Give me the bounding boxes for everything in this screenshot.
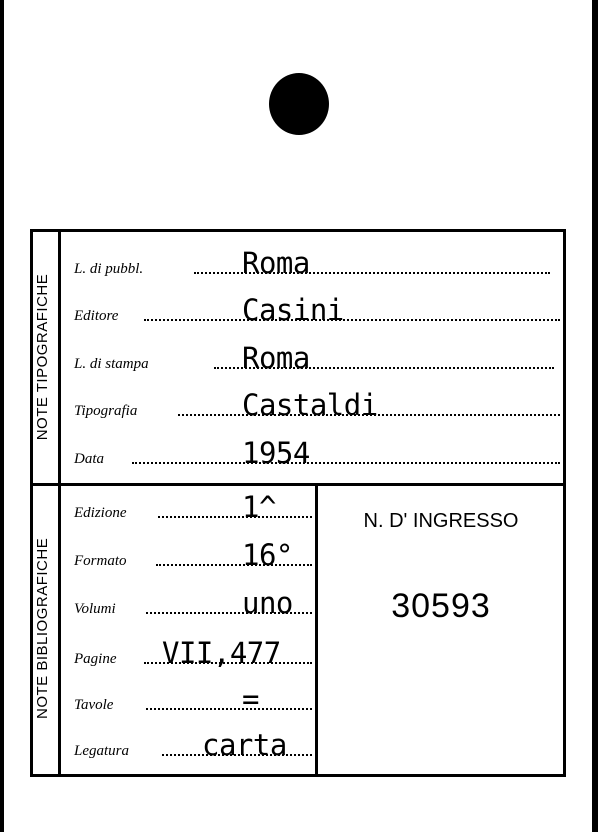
card-left-edge xyxy=(0,0,4,832)
field-pagine xyxy=(74,638,314,674)
field-value: = xyxy=(242,682,259,716)
field-label: L. di stampa xyxy=(74,356,149,372)
field-label: Data xyxy=(74,451,104,467)
field-label: Legatura xyxy=(74,743,130,759)
field-legatura xyxy=(74,730,314,766)
field-editore xyxy=(74,295,564,331)
field-edizione xyxy=(74,492,314,528)
field-label: Volumi xyxy=(74,601,116,617)
field-value: carta xyxy=(202,728,287,762)
field-luogo-pubblicazione xyxy=(74,248,554,284)
field-value: Casini xyxy=(242,293,344,327)
punch-hole xyxy=(269,73,329,135)
field-value: VII,477 xyxy=(162,636,281,670)
field-value: Roma xyxy=(242,341,310,375)
field-value: Castaldi xyxy=(242,388,378,422)
dotted-line xyxy=(132,462,560,464)
field-luogo-stampa xyxy=(74,343,554,379)
field-label: Formato xyxy=(74,553,127,569)
section-divider xyxy=(33,483,563,486)
dotted-line xyxy=(144,319,560,321)
ingresso-number: 30593 xyxy=(391,587,491,625)
field-tipografia xyxy=(74,390,564,426)
note-bibliografiche-label: NOTE BIBLIOGRAFICHE xyxy=(34,537,51,719)
field-data xyxy=(74,438,564,474)
field-value: Roma xyxy=(242,246,310,280)
dotted-line xyxy=(146,708,312,710)
dotted-line xyxy=(158,516,312,518)
field-value: uno xyxy=(242,586,293,620)
field-label: Tipografia xyxy=(74,403,138,419)
field-label: Tavole xyxy=(74,697,114,713)
ingresso-label: N. D' INGRESSO xyxy=(363,510,519,532)
field-label: Pagine xyxy=(74,651,117,667)
field-formato xyxy=(74,540,314,576)
field-value: 16° xyxy=(242,538,293,572)
card-right-edge xyxy=(592,0,598,832)
field-label: Edizione xyxy=(74,505,127,521)
field-label: L. di pubbl. xyxy=(74,261,144,277)
side-label-divider xyxy=(58,232,61,774)
field-tavole xyxy=(74,684,314,720)
field-value: 1^ xyxy=(242,490,276,524)
field-value: 1954 xyxy=(242,436,310,470)
note-tipografiche-label: NOTE TIPOGRAFICHE xyxy=(34,273,51,441)
field-volumi xyxy=(74,588,314,624)
field-label: Editore xyxy=(74,308,119,324)
